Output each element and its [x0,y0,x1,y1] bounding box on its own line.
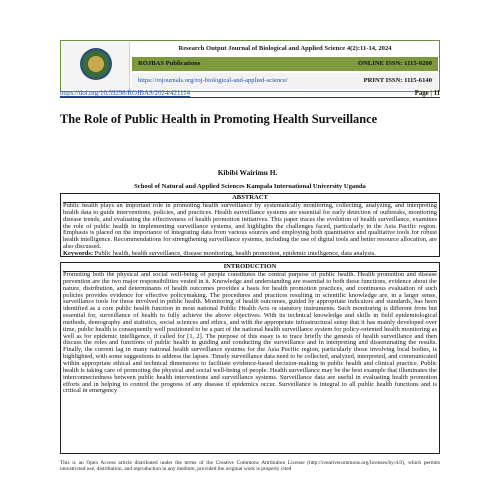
abstract-section [60,193,440,257]
author-name: Kibibi Wairimu H. [217,168,278,177]
doi-row [60,87,440,98]
introduction-section [60,262,440,454]
journal-name: Research Output Journal of Biological and Applied Science 4(2):11-14, 2024 [178,45,392,53]
keywords-label: Keywords: [63,249,94,257]
journal-seal-icon [80,48,112,80]
introduction-text: Promoting both the physical and social well-being of people constitutes the central purpose of public health. Health promotion and disease prevention are the two major responsibilities vested in it. Knowledge and understanding are essential to both these functions, evidence about the nature, distribution, and determinants of health outcomes provides a basis for health promotion practices, and continuous evaluation of such policies provides evidence for effective policymaking. The procedures and practices resulting in scientific knowledge are, in a larger sense, surveillance tools for those involved in public health. Monitoring of health outcomes, guided by appropriate indicators and standards, has been identified as a core public health function in most national Public Health Acts or statutory instruments. Such monitoring is different from but essential for, surveillance of health to fully achieve the above objectives. With its technical knowledge and skills in field epidemiological methods, demography and statistics, social sciences and ethics, and with the appropriate infrastructural setup that it has mainly developed over time, public health is consequently well positioned to be a part of the national health surveillance system for policy-oriented health monitoring as well as for epidemic intelligence, if called for [1, 2]. The purpose of this essay is to trace briefly the genesis of health surveillance and then discuss the roles and functions of public health in guiding and conducting the surveillance and in interpreting and disseminating the results. Finally, the current lag in many national health surveillance systems for the Asia Pacific region, particularly those involving local bodies, is highlighted, with some suggestions to address the lapses. Timely surveillance data need to be collected, analyzed, interpreted, and communicated within appropriate ethical and technical dimensions to facilitate evidence-based decision-making in public health and clinical practice. Public health is taking care of promoting the physical and social well-being of people. Health surveillance may be the best example that illuminates the interconnectedness between public health interventions and surveillance systems. Surveillance data are useful in evaluating health promotion efforts and in helping to control the progress of any disease if epidemics occur. Surveillance is integral to all public health functions and is critical in emergency [63,271,437,395]
article-title: The Role of Public Health in Promoting Health Surveillance [60,112,378,126]
license-footnote: This is an Open Access article distributed under the terms of the Creative Commons Attribution License (http://creativecommons.org/licenses/by/4.0), which permits unrestricted use, distribution, and reproduction in any medium, provided the original work is properly cited [60,460,440,472]
publisher-name: ROJBAS Publications [138,59,201,67]
keywords-text: Public health, health surveillance, disease monitoring, health promotion, epidemic intelligence, data analysis. [94,249,376,257]
author-affiliation: School of Natural and Applied Sciences Kampala International University Uganda [134,183,366,190]
page-number: Page | 11 [414,90,440,97]
publisher-band [132,57,438,71]
abstract-heading: ABSTRACT [63,194,437,203]
keywords-line [63,251,437,258]
journal-url-link[interactable]: https://rojournals.org/roj-biological-and-applied-science/ [138,76,288,84]
online-issn: ONLINE ISSN: 1115-9200 [357,59,432,67]
print-issn: PRINT ISSN: 1115-6140 [363,76,432,84]
journal-logo [62,42,130,90]
introduction-heading: INTRODUCTION [63,263,437,272]
journal-name-band [132,42,438,57]
abstract-text: Public health plays an important role in promoting health surveillance by systematically monitoring, collecting, analyzing, and interpreting health data to guide interventions, policies, and practices. Health surveillance systems are essential for early detection of outbreaks, monitoring disease trends, and evaluating the effectiveness of health promotion initiatives. This paper traces the evolution of health surveillance, examines the role of public health in implementing surveillance systems, and highlights the challenges faced, particularly in the Asia Pacific region. Emphasis is placed on the importance of integrating data from various sources and employing both quantitative and qualitative tools for robust health intelligence. Recommendations for strengthening surveillance systems, including the use of digital tools and better resource allocation, are also discussed. [63,202,437,251]
doi-link[interactable]: https://doi.org/10.59298/ROJBAS/2024/421114 [60,90,191,97]
